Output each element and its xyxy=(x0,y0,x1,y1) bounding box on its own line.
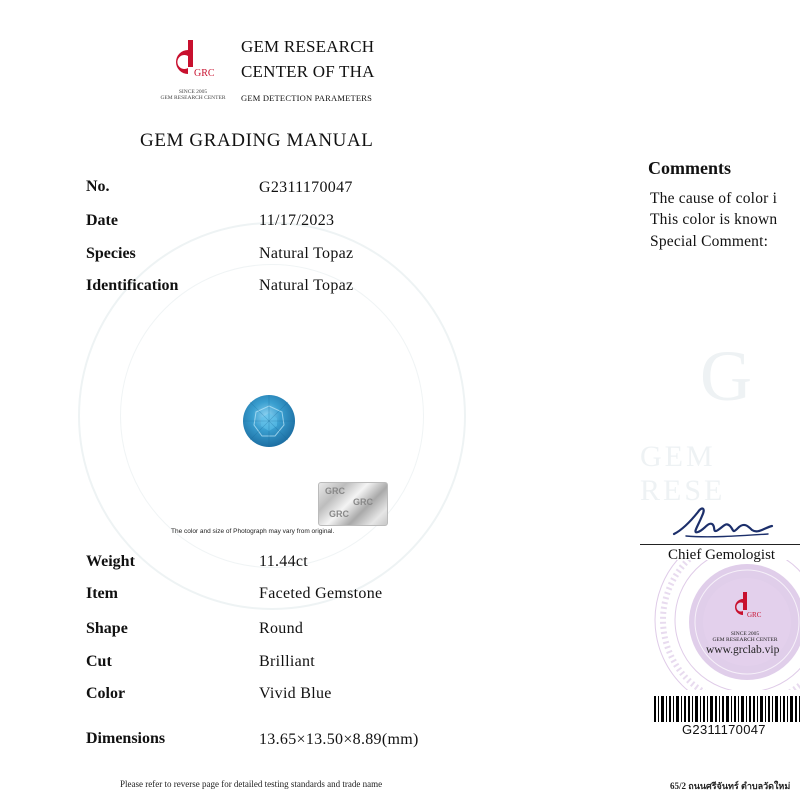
no-label: No. xyxy=(86,178,110,195)
watermark-text: GEM RESE xyxy=(640,440,726,507)
shape-label: Shape xyxy=(86,620,128,637)
official-seal-icon xyxy=(627,560,800,690)
organization-subtitle: GEM DETECTION PARAMETERS xyxy=(241,93,373,103)
address-text: 65/2 ถนนศรีจันทร์ ตำบลวัดใหม่ xyxy=(670,781,791,791)
dimensions-value: 13.65×13.50×8.89(mm) xyxy=(259,731,419,748)
watermark-logo-letter: G xyxy=(700,336,754,416)
logo-text: GRC xyxy=(194,68,215,79)
comment-line-2: This color is known xyxy=(650,211,778,228)
color-value: Vivid Blue xyxy=(259,685,332,702)
logo-center-text: GEM RESEARCH CENTER xyxy=(160,95,226,101)
weight-label: Weight xyxy=(86,553,135,570)
org-name-line2: CENTER OF THA xyxy=(241,62,375,81)
comment-line-1: The cause of color i xyxy=(650,190,778,207)
species-label: Species xyxy=(86,245,136,262)
seal-center-text: GEM RESEARCH CENTER xyxy=(712,637,778,643)
no-value: G2311170047 xyxy=(259,179,353,196)
color-label: Color xyxy=(86,685,126,702)
barcode-number: G2311170047 xyxy=(682,722,766,737)
barcode-icon xyxy=(654,696,800,722)
seal-logo-text: GRC xyxy=(747,611,762,619)
date-value: 11/17/2023 xyxy=(259,212,335,229)
logo-since-text: SINCE 2005 xyxy=(178,89,208,95)
identification-value: Natural Topaz xyxy=(259,277,354,294)
seal-grc-logo-icon xyxy=(730,592,762,619)
dimensions-label: Dimensions xyxy=(86,730,166,747)
seal-website: www.grclab.vip xyxy=(706,644,780,656)
org-name-line1: GEM RESEARCH xyxy=(241,37,375,56)
item-label: Item xyxy=(86,585,118,602)
signature-line xyxy=(640,544,800,545)
species-value: Natural Topaz xyxy=(259,245,354,262)
date-label: Date xyxy=(86,212,118,229)
signature-icon xyxy=(668,500,778,546)
comment-line-3: Special Comment: xyxy=(650,233,769,250)
comments-heading: Comments xyxy=(648,158,731,178)
organization-name xyxy=(241,34,375,84)
cut-label: Cut xyxy=(86,653,112,670)
weight-value: 11.44ct xyxy=(259,553,309,570)
item-value: Faceted Gemstone xyxy=(259,585,383,602)
shape-value: Round xyxy=(259,620,304,637)
document-title: GEM GRADING MANUAL xyxy=(140,130,374,151)
seal-since xyxy=(700,631,790,643)
gemstone-photo xyxy=(242,394,296,448)
logo-since xyxy=(150,89,236,101)
grc-logo-icon xyxy=(168,40,216,80)
reverse-page-note: Please refer to reverse page for detailed testing standards and trade name xyxy=(120,779,383,789)
hologram-sticker: GRC GRC GRC xyxy=(318,482,388,526)
identification-label: Identification xyxy=(86,277,179,294)
seal-since-text: SINCE 2005 xyxy=(730,631,760,637)
photo-disclaimer: The color and size of Photograph may vary from original. xyxy=(171,528,335,535)
chief-gemologist-title: Chief Gemologist xyxy=(668,547,776,563)
cut-value: Brilliant xyxy=(259,653,316,670)
